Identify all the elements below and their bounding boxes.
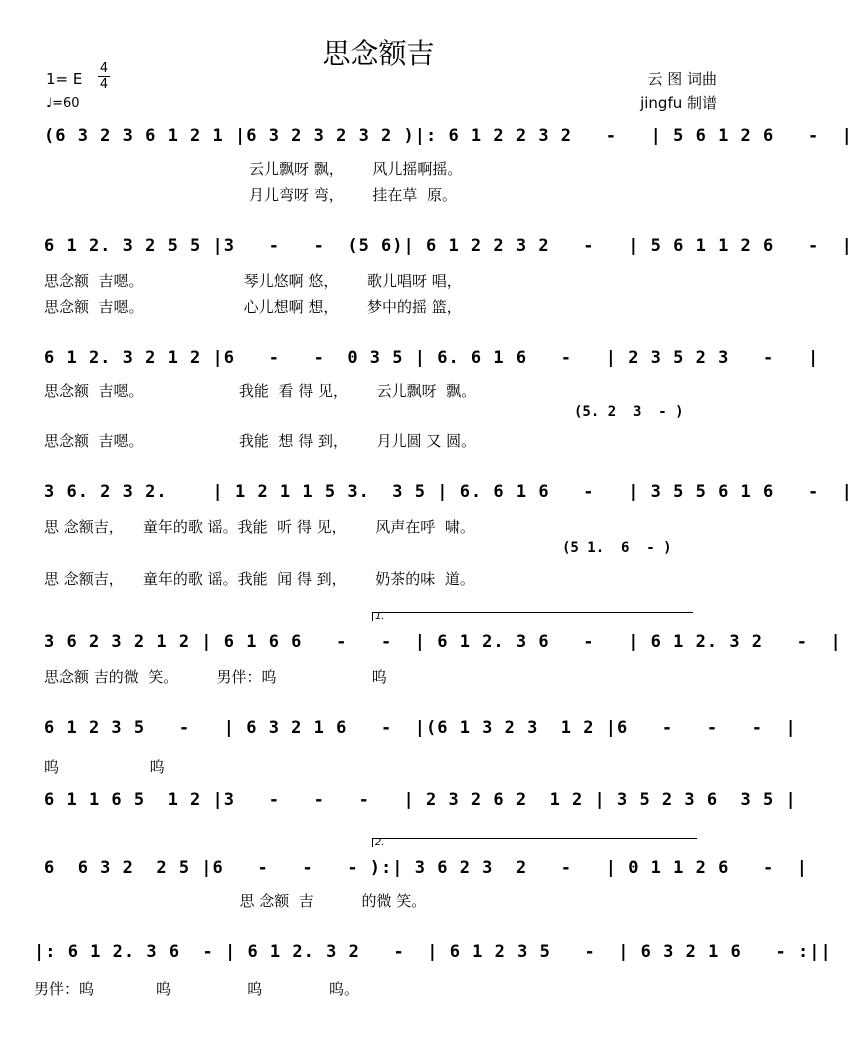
lyric-line-1a: 云儿飘呀 飘， 风儿摇啊摇。 <box>44 160 463 178</box>
tempo-marking: ♩=60 <box>46 96 80 111</box>
score-line-4: 3 6. 2 3 2. | 1 2 1 1 5 3. 3 5 | 6. 6 1 6 - | 3 5 5 6 1 6 - | <box>44 482 853 502</box>
lyric-line-2a: 思念额 吉嗯。 琴儿悠啊 悠， 歌儿唱呀 唱， <box>44 272 462 290</box>
score-line-8: 6 6 3 2 2 5 |6 - - - ):| 3 6 2 3 2 - | 0 1 1 2 6 - | <box>44 858 808 878</box>
lyric-line-6a: 呜 呜 <box>44 758 165 776</box>
page-title: 思念额吉 <box>322 37 435 70</box>
volta-second-ending <box>372 838 697 847</box>
credit-lyrics: 云 图 词曲 <box>647 70 717 88</box>
key-signature: 1= E <box>46 70 83 88</box>
time-signature <box>98 62 110 91</box>
aside-line-4: (5 1. 6 - ) <box>562 540 672 556</box>
volta-second-label: 2. <box>375 837 385 848</box>
credit-notation: jingfu 制谱 <box>640 94 717 112</box>
lyric-line-2b: 思念额 吉嗯。 心儿想啊 想， 梦中的摇 篮， <box>44 298 462 316</box>
score-line-5: 3 6 2 3 2 1 2 | 6 1 6 6 - - | 6 1 2. 3 6 - | 6 1 2. 3 2 - | <box>44 632 842 652</box>
score-line-1: (6 3 2 3 6 1 2 1 |6 3 2 3 2 3 2 )|: 6 1 2 2 3 2 - | 5 6 1 2 6 - | <box>44 126 853 146</box>
lyric-line-8a: 思 念额 吉 的微 笑。 <box>44 892 427 910</box>
lyric-line-4b: 思 念额吉， 童年的歌 谣。我能 闻 得 到， 奶茶的味 道。 <box>44 570 475 588</box>
score-line-6: 6 1 2 3 5 - | 6 3 2 1 6 - |(6 1 3 2 3 1 2 |6 - - - | <box>44 718 797 738</box>
lyric-line-4a: 思 念额吉， 童年的歌 谣。我能 听 得 见， 风声在呼 啸。 <box>44 518 475 536</box>
time-bottom: 4 <box>99 77 109 92</box>
lyric-line-9a: 男伴：呜 呜 呜 呜。 <box>34 980 360 998</box>
score-line-3: 6 1 2. 3 2 1 2 |6 - - 0 3 5 | 6. 6 1 6 - | 2 3 5 2 3 - | <box>44 348 820 368</box>
aside-line-3: (5. 2 3 - ) <box>574 404 684 420</box>
lyric-line-1b: 月儿弯呀 弯， 挂在草 原。 <box>44 186 457 204</box>
lyric-line-3a: 思念额 吉嗯。 我能 看 得 见， 云儿飘呀 飘。 <box>44 382 477 400</box>
score-line-9: |: 6 1 2. 3 6 - | 6 1 2. 3 2 - | 6 1 2 3 5 - | 6 3 2 1 6 - :|| <box>34 942 832 962</box>
score-line-2: 6 1 2. 3 2 5 5 |3 - - (5 6)| 6 1 2 2 3 2 - | 5 6 1 1 2 6 - | <box>44 236 853 256</box>
lyric-line-5a: 思念额 吉的微 笑。 男伴：呜 呜 <box>44 668 387 686</box>
lyric-line-3b: 思念额 吉嗯。 我能 想 得 到， 月儿圆 又 圆。 <box>44 432 477 450</box>
score-line-7: 6 1 1 6 5 1 2 |3 - - - | 2 3 2 6 2 1 2 | 3 5 2 3 6 3 5 | <box>44 790 797 810</box>
volta-first-ending <box>372 612 693 621</box>
time-top: 4 <box>99 61 109 76</box>
volta-first-label: 1. <box>375 611 385 622</box>
